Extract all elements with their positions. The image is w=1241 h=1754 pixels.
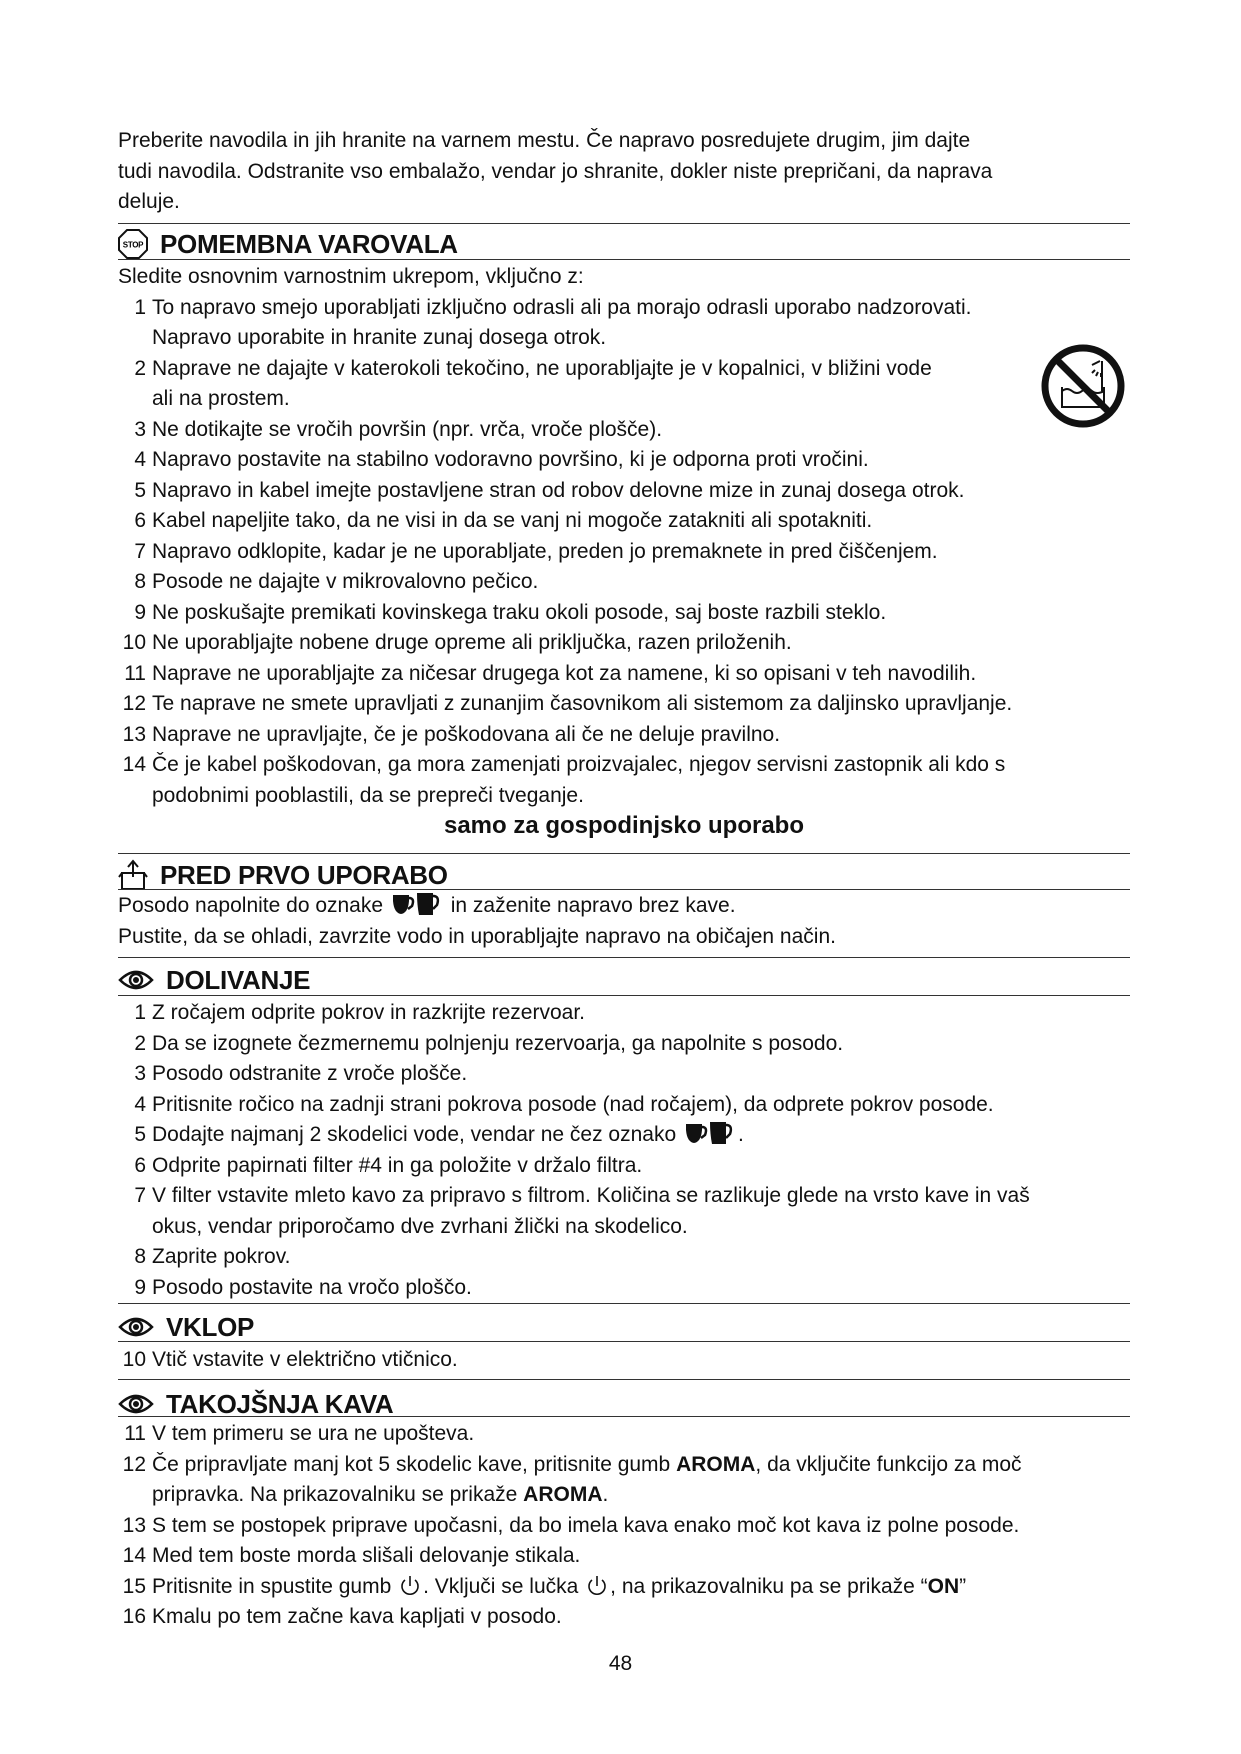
item-text: okus, vendar priporočamo dve zvrhani žlički na skodelico. [152,1214,688,1238]
list-item [118,1181,1130,1242]
list-item [118,1273,1130,1304]
list-item [118,354,1130,415]
item-text: Če je kabel poškodovan, ga mora zamenjati proizvajalec, njegov servisni zastopnik ali kdo s [152,753,1006,776]
text-segment: , na prikazovalniku pa se prikaže “ [610,1574,928,1598]
section-body [118,998,1130,1303]
section-heading [118,963,310,997]
item-number: 11 [124,1422,146,1445]
list-item [118,1419,1130,1450]
item-number: 12 [122,1452,146,1476]
item-number: 2 [134,356,146,380]
item-number: 3 [134,1062,146,1085]
item-text: Te naprave ne smete upravljati z zunanjim časovnikom ali sistemom za daljinsko upravljanje. [152,692,1013,715]
text-segment: pripravka. Na prikazovalniku se prikaže [152,1483,524,1506]
text-segment: . [737,1123,744,1146]
item-number: 13 [122,1513,146,1537]
list-item [118,506,1130,537]
list-item [118,445,1130,476]
item-text: Napravo postavite na stabilno vodoravno površino, ki je odporna proti vročini. [152,448,869,471]
item-text: To napravo smejo uporabljati izključno odrasli ali pa morajo odrasli uporabo nadzorovati. [152,295,972,319]
list-item [118,1059,1130,1090]
item-number: 5 [134,478,146,502]
list-item [118,659,1130,690]
item-text: Pritisnite ročico na zadnji strani pokrova posode (nad ročajem), da odprete pokrov posode. [152,1092,994,1116]
list-item [118,1090,1130,1121]
item-text: Napravo uporabite in hranite zunaj dosega otrok. [152,326,607,349]
section-body [118,1419,1130,1633]
item-text: Ne poskušajte premikati kovinskega traku okoli posode, saj boste razbili steklo. [152,600,887,624]
list-item [118,1572,1130,1603]
item-number: 5 [134,1123,146,1146]
item-text: Naprave ne dajajte v katerokoli tekočino, ne uporabljajte je v kopalnici, v bližini vode [152,356,932,380]
item-number: 4 [134,448,146,471]
divider [118,1341,1130,1342]
power-icon [399,1573,421,1607]
text-segment: . Vključi se lučka [423,1574,585,1598]
unpack-box-icon [118,859,160,891]
text-segment: . [602,1483,609,1506]
section-body [118,262,1130,811]
item-text: Posodo odstranite z vroče plošče. [152,1062,468,1085]
text-segment: in zaženite napravo brez kave. [444,894,736,917]
list-item [118,1151,1130,1182]
list-item [118,689,1130,720]
list-item [118,1120,1130,1151]
svg-text:STOP: STOP [122,240,144,250]
lead-line [118,891,1130,922]
divider [118,1379,1130,1380]
divider [118,223,1130,224]
item-text: Da se izognete čezmernemu polnjenju rezervoarja, ga napolnite s posodo. [152,1031,844,1055]
item-text: Napravo odklopite, kadar je ne uporabljate, preden jo premaknete in pred čiščenjem. [152,539,938,563]
item-number: 14 [122,753,146,776]
item-text: ali na prostem. [152,387,290,410]
item-text: Odprite papirnati filter #4 in ga položite v držalo filtra. [152,1153,643,1177]
item-number: 8 [134,1245,146,1268]
list-item [118,1511,1130,1542]
item-text: Posodo postavite na vročo ploščo. [152,1275,472,1299]
mug-icon [391,892,443,926]
item-number: 8 [134,570,146,593]
list-item [118,598,1130,629]
text-segment: , da vključite funkcijo za moč [755,1452,1022,1476]
item-number: 4 [134,1092,146,1116]
item-text: Z ročajem odprite pokrov in razkrijte rezervoar. [152,1001,585,1024]
list-item [118,998,1130,1029]
eye-icon [118,1393,166,1415]
item-number: 6 [134,1153,146,1177]
item-text: Posode ne dajajte v mikrovalovno pečico. [152,570,539,593]
section-title: DOLIVANJE [166,965,311,995]
item-text: Med tem boste morda slišali delovanje stikala. [152,1544,581,1567]
list-item [118,476,1130,507]
item-text: Ne uporabljajte nobene druge opreme ali priključka, razen priloženih. [152,631,792,654]
section-heading [118,227,458,261]
item-number: 10 [122,631,146,654]
item-number: 13 [122,722,146,746]
item-number: 1 [134,295,146,319]
item-number: 11 [124,661,146,685]
text-segment: Če pripravljate manj kot 5 skodelic kave, pritisnite gumb [152,1452,677,1476]
text-segment: ” [959,1574,967,1598]
item-number: 15 [122,1574,146,1598]
list-item [118,720,1130,751]
item-text [152,1480,608,1511]
divider [118,259,1130,260]
bold-term: ON [927,1574,960,1598]
list-item [118,537,1130,568]
list-item [118,1242,1130,1273]
item-number: 1 [134,1001,146,1024]
section-heading [118,1310,254,1344]
section-title: VKLOP [166,1312,255,1342]
text-segment: Posodo napolnite do oznake [118,894,389,917]
item-number: 7 [134,1184,146,1207]
section-title: POMEMBNA VAROVALA [160,229,458,259]
section-heading [118,858,448,892]
item-text: podobnimi pooblastili, da se prepreči tveganje. [152,783,584,807]
list-item [118,750,1130,811]
eye-icon [118,1316,166,1338]
lead-line: Sledite osnovnim varnostnim ukrepom, vključno z: [118,265,584,288]
item-text: V filter vstavite mleto kavo za pripravo s filtrom. Količina se razlikuje glede na vrsto kave in vaš [152,1184,1030,1207]
bold-term: AROMA [676,1452,756,1476]
divider [118,957,1130,958]
household-use-note: samo za gospodinjsko uporabo [443,812,805,839]
intro-line: tudi navodila. Odstranite vso embalažo, vendar jo shranite, dokler niste prepričani, da naprava [118,159,993,183]
section-body [118,1345,1130,1376]
item-text: Kabel napeljite tako, da ne visi in da se vanj ni mogoče zatakniti ali spotakniti. [152,509,873,532]
stop-icon [118,229,160,259]
item-text [152,1120,744,1151]
list-item [118,1602,1130,1633]
item-text: Naprave ne uporabljajte za ničesar drugega kot za namene, ki so opisani v teh navodilih. [152,661,977,685]
list-item [118,628,1130,659]
item-number: 14 [122,1544,146,1567]
item-number: 2 [134,1031,146,1055]
item-number: 6 [134,509,146,532]
item-number: 16 [122,1605,146,1628]
item-text: Vtič vstavite v električno vtičnico. [152,1348,458,1371]
intro-paragraph [118,126,1130,218]
item-number: 12 [122,692,146,715]
mug-icon [684,1121,736,1155]
list-item [118,415,1130,446]
divider [118,1416,1130,1417]
intro-line: deluje. [118,190,180,213]
item-text [152,1572,966,1603]
eye-icon [118,969,166,991]
text-segment: Pritisnite in spustite gumb [152,1574,398,1598]
item-text: Kmalu po tem začne kava kapljati v posodo. [152,1605,562,1628]
item-text: Naprave ne upravljajte, če je poškodovana ali če ne deluje pravilno. [152,722,781,746]
item-number: 9 [134,1275,146,1299]
text-segment: Dodajte najmanj 2 skodelici vode, vendar ne čez oznako [152,1123,682,1146]
item-number: 3 [134,417,146,441]
bold-term: AROMA [523,1483,603,1506]
power-icon [586,1573,608,1607]
intro-line: Preberite navodila in jih hranite na varnem mestu. Če napravo posredujete drugim, jim dajte [118,129,971,152]
section-title: TAKOJŠNJA KAVA [166,1389,394,1419]
divider [118,889,1130,890]
item-text: Zaprite pokrov. [152,1245,291,1268]
list-item [118,1450,1130,1511]
page-number: 48 [608,1652,633,1675]
item-number: 7 [134,539,146,563]
item-text [152,1450,1022,1481]
item-text: V tem primeru se ura ne upošteva. [152,1422,475,1445]
divider [118,995,1130,996]
list-item [118,1029,1130,1060]
item-text: Ne dotikajte se vročih površin (npr. vrča, vroče plošče). [152,417,663,441]
list-item [118,567,1130,598]
item-number: 10 [122,1348,146,1371]
section-title: PRED PRVO UPORABO [160,860,448,890]
item-text: Napravo in kabel imejte postavljene stran od robov delovne mize in zunaj dosega otrok. [152,478,965,502]
lead-line: Pustite, da se ohladi, zavrzite vodo in uporabljajte napravo na običajen način. [118,924,836,948]
list-item [118,293,1130,354]
item-number: 9 [134,600,146,624]
divider [118,853,1130,854]
divider [118,1303,1130,1304]
item-text: S tem se postopek priprave upočasni, da bo imela kava enako moč kot kava iz polne posode. [152,1513,1020,1537]
section-body [118,891,1130,952]
list-item [118,1345,1130,1376]
list-item [118,1541,1130,1572]
